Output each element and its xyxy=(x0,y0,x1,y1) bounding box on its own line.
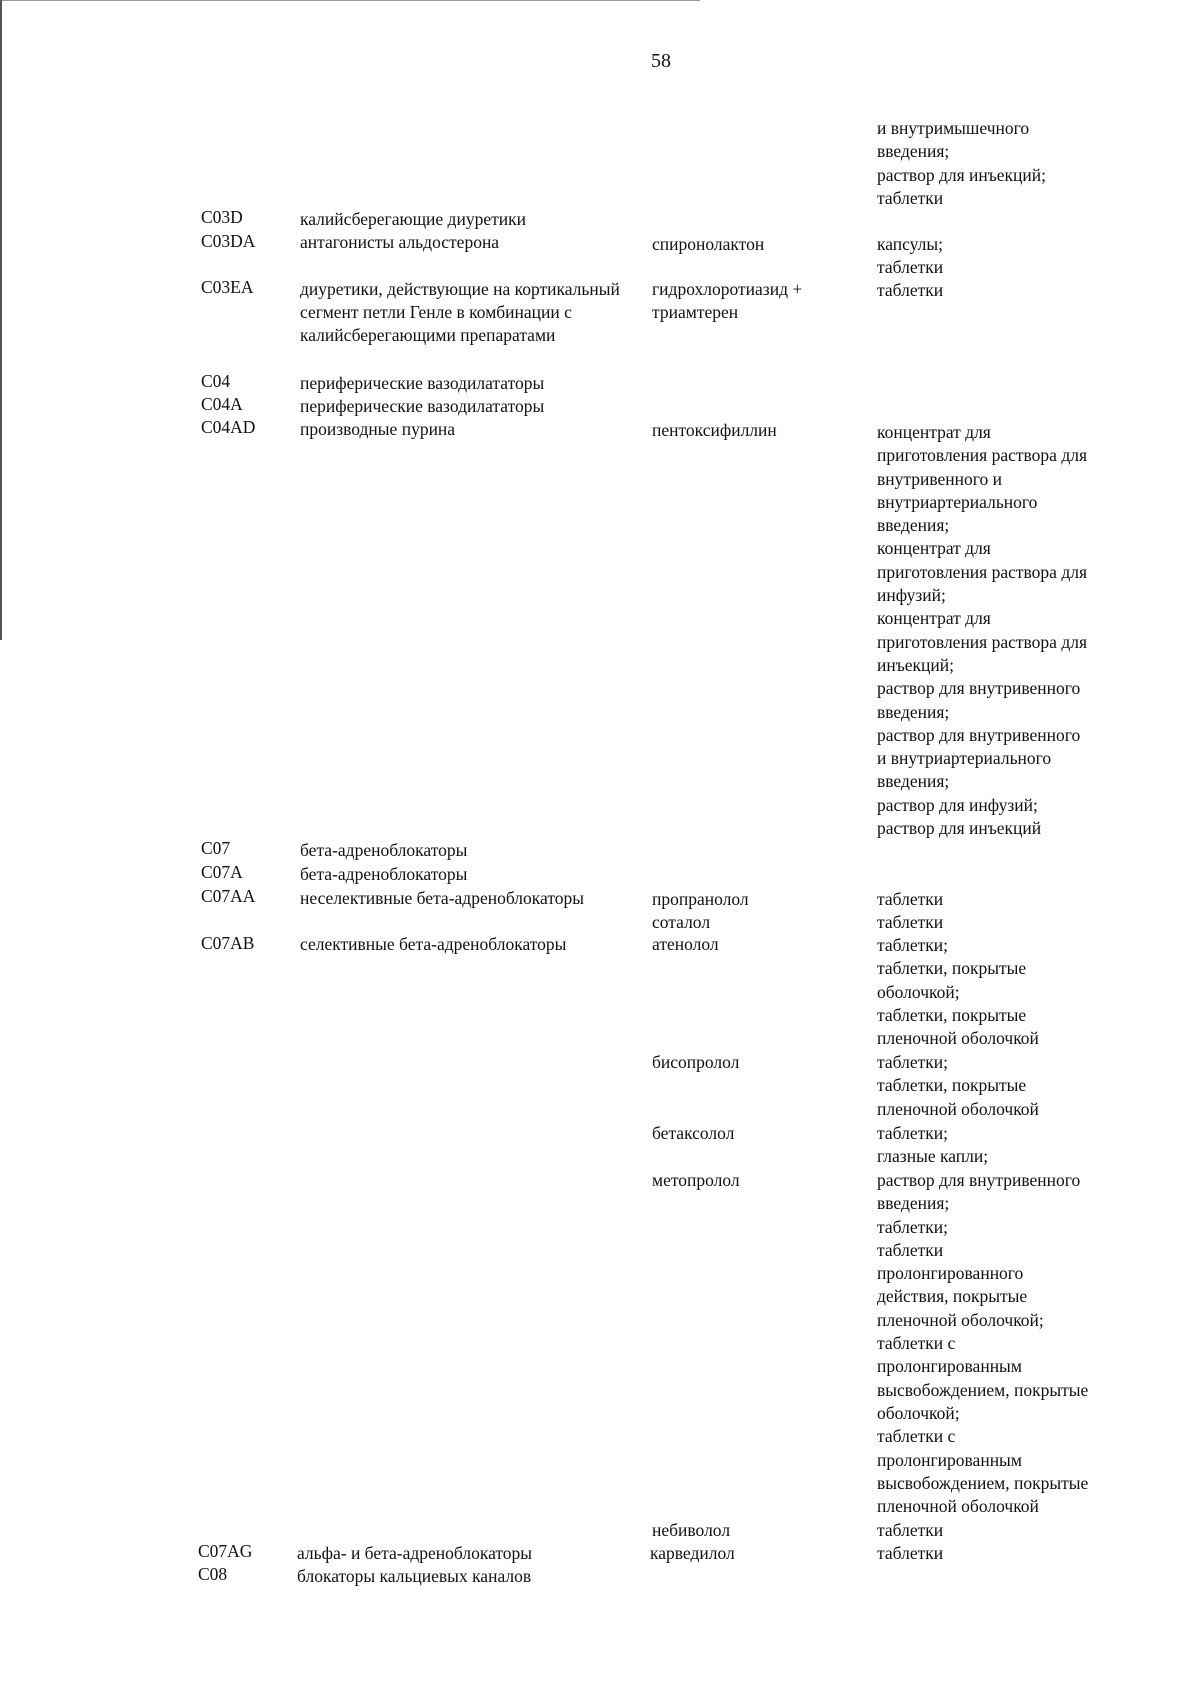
form-line: пленочной оболочкой xyxy=(877,1028,1039,1049)
atc-group: калийсберегающие диуретики xyxy=(300,209,526,229)
atc-group: производные пурина xyxy=(300,419,456,439)
drug-forms xyxy=(877,421,1177,840)
drug-name: бетаксолол xyxy=(652,1123,735,1143)
atc-group: периферические вазодилататоры xyxy=(300,373,545,393)
drug-name: атенолол xyxy=(652,934,719,954)
drug-forms xyxy=(877,888,1177,911)
form-line: таблетки, покрытые xyxy=(877,1075,1027,1096)
form-line: таблетки xyxy=(877,1520,944,1540)
continuation-forms xyxy=(877,117,1177,210)
atc-code: C03D xyxy=(201,207,243,227)
form-line: и внутриартериального xyxy=(877,748,1052,769)
form-line: введения; xyxy=(877,701,950,722)
form-line: концентрат для xyxy=(877,608,991,629)
atc-code: C07 xyxy=(201,838,231,858)
drug-name: пропранолол xyxy=(652,889,749,909)
drug-forms xyxy=(877,911,1177,934)
form-line: пролонгированного xyxy=(877,1263,1024,1284)
drug-forms xyxy=(877,279,1177,302)
drug-forms xyxy=(877,233,1177,280)
form-line: пленочной оболочкой; xyxy=(877,1309,1044,1330)
atc-group: бета-адреноблокаторы xyxy=(300,840,468,860)
atc-group: периферические вазодилататоры xyxy=(300,396,545,416)
form-line: инфузий; xyxy=(877,585,946,606)
form-line: оболочкой; xyxy=(877,981,960,1002)
form-line: пролонгированным xyxy=(877,1356,1022,1377)
drug-name: соталол xyxy=(652,912,711,932)
drug-forms xyxy=(877,1519,1177,1542)
form-line: введения; xyxy=(877,1193,950,1214)
atc-group: селективные бета-адреноблокаторы xyxy=(300,934,567,954)
form-line: таблетки с xyxy=(877,1426,956,1447)
form-line: раствор для внутривенного xyxy=(877,724,1081,745)
drug-name: небиволол xyxy=(652,1520,731,1540)
form-line: оболочкой; xyxy=(877,1402,960,1423)
form-line: приготовления раствора для xyxy=(877,561,1087,582)
scan-edge-top xyxy=(0,0,700,1)
atc-code: C03EA xyxy=(201,277,254,297)
form-line: приготовления раствора для xyxy=(877,445,1087,466)
form-line: введения; xyxy=(877,515,950,536)
atc-group: антагонисты альдостерона xyxy=(300,232,500,252)
form-line: таблетки, покрытые xyxy=(877,958,1027,979)
drug-forms xyxy=(877,934,1177,1050)
scan-edge-left xyxy=(0,0,2,640)
atc-code: C07AB xyxy=(201,933,255,953)
form-line: таблетки xyxy=(877,1543,944,1563)
form-line: раствор для инфузий; xyxy=(877,794,1038,815)
atc-group: блокаторы кальциевых каналов xyxy=(297,1566,532,1586)
form-line: таблетки xyxy=(877,1239,944,1260)
form-line: введения; xyxy=(877,141,950,162)
form-line: внутриартериального xyxy=(877,491,1038,512)
atc-code: C08 xyxy=(198,1564,228,1584)
form-line: таблетки xyxy=(877,889,944,909)
page-number: 58 xyxy=(651,50,671,72)
form-line: таблетки; xyxy=(877,1123,948,1143)
atc-group: неселективные бета-адреноблокаторы xyxy=(300,888,585,908)
form-line: раствор для инъекций xyxy=(877,818,1042,839)
form-line: таблетки; xyxy=(877,1052,948,1072)
form-line: пленочной оболочкой xyxy=(877,1496,1039,1517)
drug-forms xyxy=(877,1169,1177,1518)
form-line: высвобождением, покрытые xyxy=(877,1379,1089,1400)
drug-name: метопролол xyxy=(652,1170,740,1190)
drug-name: гидрохлоротиазид + триамтерен xyxy=(652,279,803,322)
form-line: таблетки xyxy=(877,280,944,300)
drug-name: бисопролол xyxy=(652,1052,740,1072)
drug-forms xyxy=(877,1542,1177,1565)
drug-name: пентоксифиллин xyxy=(652,420,777,440)
drug-forms xyxy=(877,1122,1177,1169)
form-line: и внутримышечного xyxy=(877,118,1030,138)
drug-name: карведилол xyxy=(650,1543,735,1563)
drug-name: спиронолактон xyxy=(652,234,765,254)
form-line: таблетки; xyxy=(877,1216,948,1237)
form-line: таблетки; xyxy=(877,935,948,955)
form-line: раствор для инъекций; xyxy=(877,164,1047,185)
form-line: пленочной оболочкой xyxy=(877,1098,1039,1119)
form-line: раствор для внутривенного xyxy=(877,678,1081,699)
form-line: инъекций; xyxy=(877,654,955,675)
form-line: приготовления раствора для xyxy=(877,631,1087,652)
atc-code: C04A xyxy=(201,394,243,414)
atc-code: C03DA xyxy=(201,231,256,251)
form-line: таблетки с xyxy=(877,1333,956,1354)
atc-group: диуретики, действующие на кортикальный сегмент петли Генле в комбинации с калийсберегающими препаратами xyxy=(300,279,620,345)
form-line: введения; xyxy=(877,771,950,792)
atc-code: C04 xyxy=(201,371,231,391)
atc-code: C07AG xyxy=(198,1541,253,1561)
atc-code: C04AD xyxy=(201,417,256,437)
form-line: таблетки, покрытые xyxy=(877,1004,1027,1025)
form-line: раствор для внутривенного xyxy=(877,1170,1081,1190)
form-line: капсулы; xyxy=(877,234,944,254)
form-line: таблетки xyxy=(877,912,944,932)
form-line: таблетки xyxy=(877,257,944,278)
atc-group: бета-адреноблокаторы xyxy=(300,864,468,884)
form-line: глазные капли; xyxy=(877,1146,989,1167)
atc-code: C07A xyxy=(201,862,243,882)
form-line: действия, покрытые xyxy=(877,1286,1028,1307)
form-line: концентрат для xyxy=(877,422,991,442)
form-line: внутривенного и xyxy=(877,468,1002,489)
drug-forms xyxy=(877,1051,1177,1121)
form-line: высвобождением, покрытые xyxy=(877,1472,1089,1493)
form-line: пролонгированным xyxy=(877,1449,1022,1470)
form-line: концентрат для xyxy=(877,538,991,559)
atc-group: альфа- и бета-адреноблокаторы xyxy=(297,1543,533,1563)
form-line: таблетки xyxy=(877,187,944,208)
atc-code: C07AA xyxy=(201,886,256,906)
